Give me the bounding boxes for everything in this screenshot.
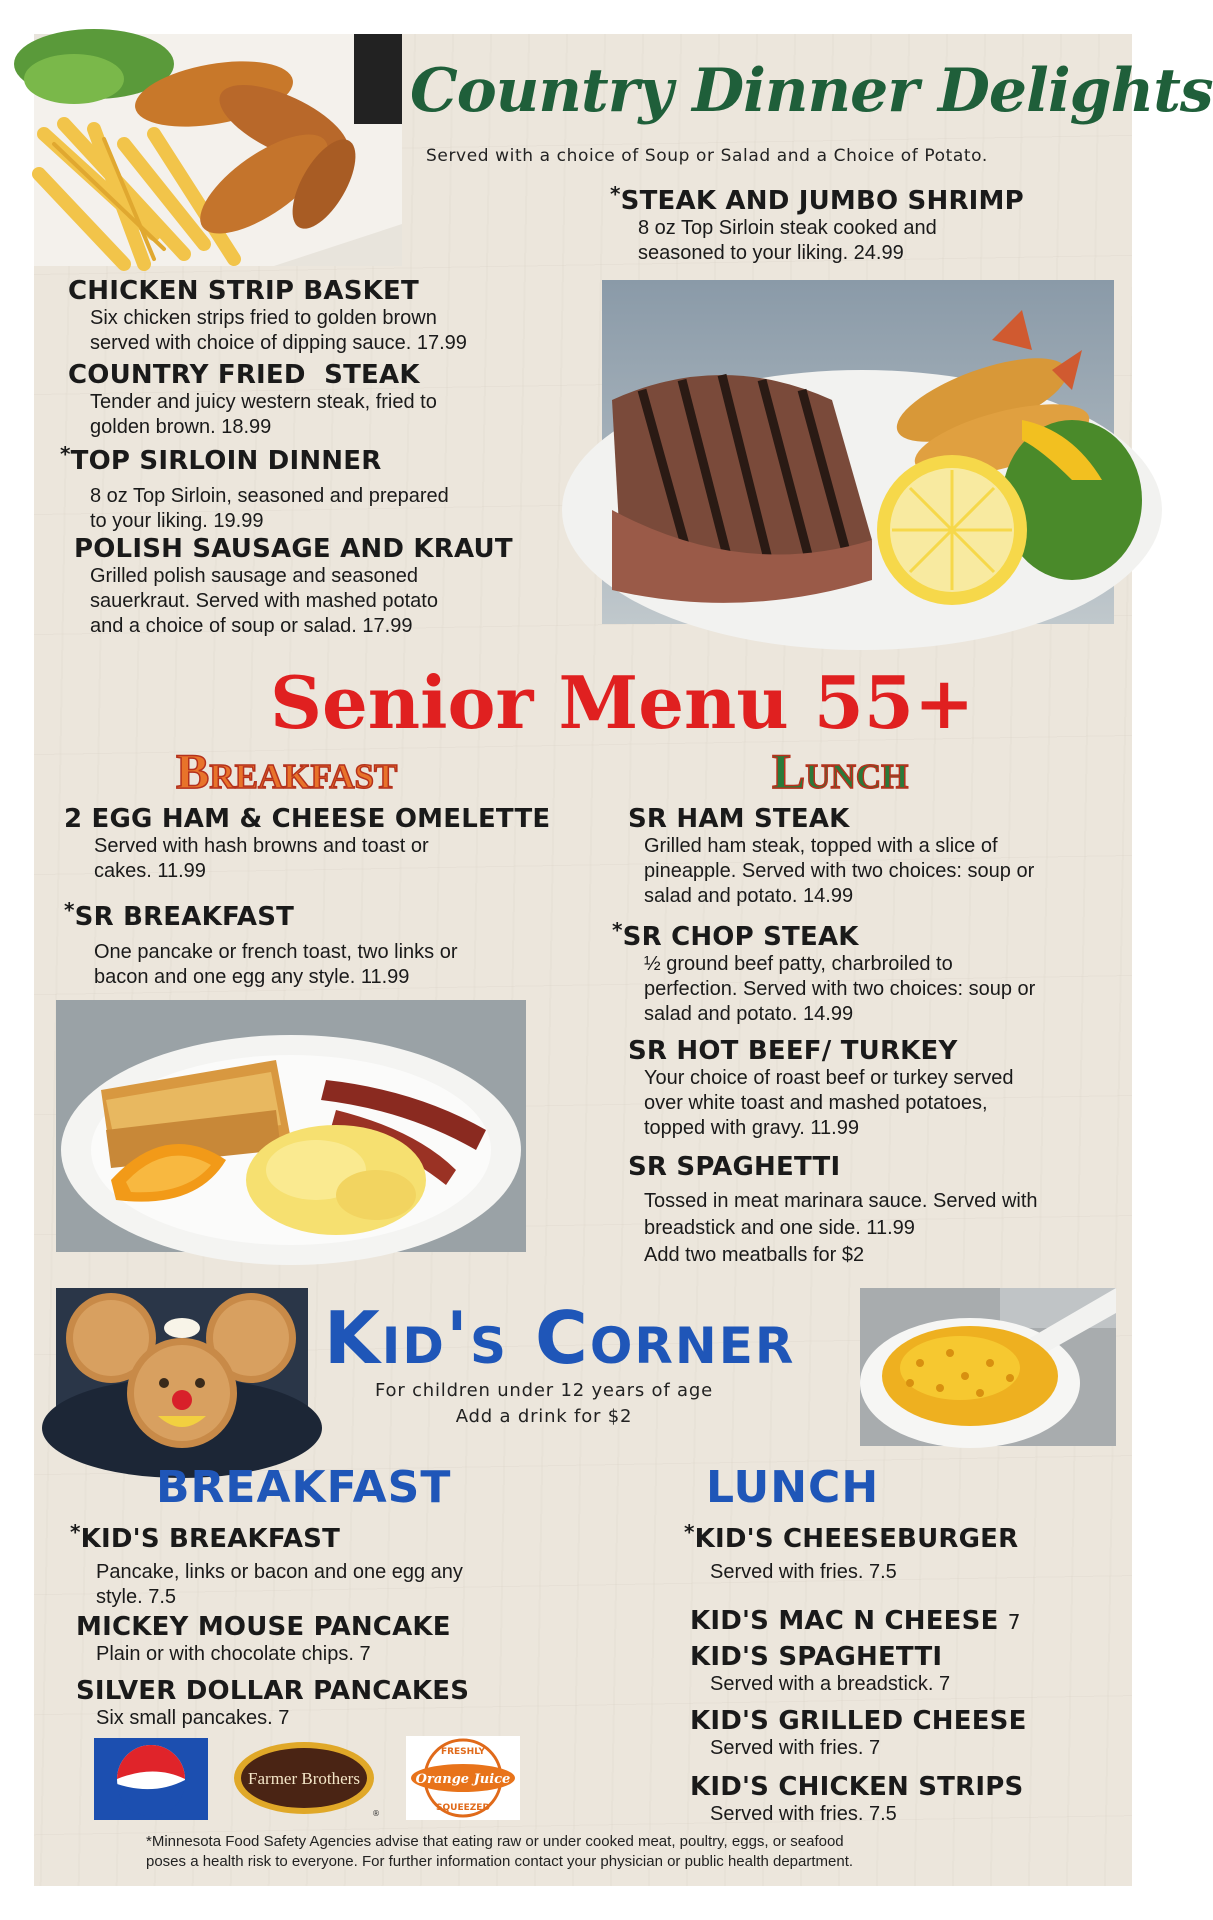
menu-item xyxy=(684,1520,1124,1585)
item-desc: ½ ground beef patty, charbroiled to perfection. Served with two choices: soup or salad and potato. 14.99 xyxy=(644,953,1036,1025)
chicken-strips-photo xyxy=(34,34,402,266)
dinner-title: Country Dinner Delights xyxy=(410,56,1213,126)
item-title: *KID'S BREAKFAST xyxy=(70,1520,341,1554)
senior-breakfast-heading: Breakfast xyxy=(176,743,398,799)
item-desc: 8 oz Top Sirloin, seasoned and prepared to your liking. 19.99 xyxy=(90,485,449,532)
kids-note-age: For children under 12 years of age xyxy=(375,1380,713,1401)
item-desc: 8 oz Top Sirloin steak cooked and seasoned to your liking. 24.99 xyxy=(638,217,937,264)
item-title: SR HAM STEAK xyxy=(628,804,850,834)
item-title: SILVER DOLLAR PANCAKES xyxy=(76,1676,470,1706)
senior-menu-title: Senior Menu 55+ xyxy=(270,660,975,745)
item-title: *SR BREAKFAST xyxy=(64,898,295,932)
menu-item xyxy=(68,360,588,440)
farmer-brothers-logo xyxy=(230,1740,380,1818)
food-safety-disclaimer: *Minnesota Food Safety Agencies advise that eating raw or under cooked meat, poultry, eggs, or seafood poses a health risk to everyone. For further information contact your physician or public health department. xyxy=(146,1833,854,1870)
item-title: POLISH SAUSAGE AND KRAUT xyxy=(74,534,513,564)
item-title: MICKEY MOUSE PANCAKE xyxy=(76,1612,451,1642)
menu-item xyxy=(68,276,588,356)
item-desc: Served with hash browns and toast or cakes. 11.99 xyxy=(94,835,429,882)
item-desc: Grilled ham steak, topped with a slice of pineapple. Served with two choices: soup or salad and potato. 14.99 xyxy=(644,835,1035,907)
item-desc: Six chicken strips fried to golden brown served with choice of dipping sauce. 17.99 xyxy=(90,307,467,354)
item-desc: Grilled polish sausage and seasoned sauerkraut. Served with mashed potato and a choice of soup or salad. 17.99 xyxy=(90,565,438,637)
item-title: *STEAK AND JUMBO SHRIMP xyxy=(610,182,1024,216)
farmer-brothers-text: Farmer Brothers xyxy=(248,1769,360,1788)
mickey-pancake-photo xyxy=(56,1288,308,1448)
menu-item xyxy=(610,182,1110,266)
item-desc: One pancake or french toast, two links or bacon and one egg any style. 11.99 xyxy=(94,941,458,988)
svg-text:®: ® xyxy=(372,1809,380,1818)
kids-breakfast-heading: BREAKFAST xyxy=(156,1462,452,1513)
menu-item xyxy=(690,1772,1130,1827)
item-title: *SR CHOP STEAK xyxy=(612,918,859,952)
mac-n-cheese-photo xyxy=(860,1288,1116,1446)
item-desc: Served with fries. 7.5 xyxy=(710,1561,897,1583)
item-title: KID'S SPAGHETTI xyxy=(690,1642,943,1672)
steak-shrimp-photo xyxy=(602,280,1114,624)
menu-item xyxy=(76,1612,596,1667)
kids-corner-title: Kid's Corner xyxy=(324,1296,796,1380)
item-desc: Pancake, links or bacon and one egg any style. 7.5 xyxy=(96,1561,463,1608)
dinner-subtitle: Served with a choice of Soup or Salad and a Choice of Potato. xyxy=(426,146,988,166)
item-desc: Served with fries. 7 xyxy=(710,1737,881,1759)
item-desc: Six small pancakes. 7 xyxy=(96,1707,290,1729)
menu-item xyxy=(64,804,584,884)
menu-page xyxy=(34,34,1213,1886)
item-title: SR HOT BEEF/ TURKEY xyxy=(628,1036,958,1066)
item-desc: Served with fries. 7.5 xyxy=(710,1803,897,1825)
menu-item xyxy=(612,918,1132,1027)
menu-item xyxy=(60,442,580,534)
item-title: KID'S MAC N CHEESE 7 xyxy=(690,1606,1021,1636)
menu-item xyxy=(64,898,584,990)
menu-item xyxy=(690,1606,1130,1636)
item-desc: Served with a breadstick. 7 xyxy=(710,1673,951,1695)
orange-juice-logo xyxy=(406,1736,520,1820)
item-title: COUNTRY FRIED STEAK xyxy=(68,360,420,390)
orange-juice-text: Orange Juice xyxy=(415,1772,511,1787)
menu-item xyxy=(628,1036,1138,1141)
item-desc: Your choice of roast beef or turkey served over white toast and mashed potatoes, topped with gravy. 11.99 xyxy=(644,1067,1014,1139)
menu-item xyxy=(74,534,594,639)
item-desc: Tender and juicy western steak, fried to golden brown. 18.99 xyxy=(90,391,437,438)
kids-lunch-heading: LUNCH xyxy=(706,1462,880,1513)
item-title: *TOP SIRLOIN DINNER xyxy=(60,442,382,476)
squeezed-text: SQUEEZED xyxy=(436,1803,490,1813)
menu-item xyxy=(690,1642,1130,1697)
item-title: SR SPAGHETTI xyxy=(628,1152,841,1182)
item-desc: Plain or with chocolate chips. 7 xyxy=(96,1643,371,1665)
item-title: CHICKEN STRIP BASKET xyxy=(68,276,419,306)
item-title: *KID'S CHEESEBURGER xyxy=(684,1520,1019,1554)
item-desc: Tossed in meat marinara sauce. Served with breadstick and one side. 11.99 Add two meatballs for $2 xyxy=(644,1190,1038,1266)
senior-lunch-heading: Lunch xyxy=(772,743,909,799)
menu-item xyxy=(628,1152,1138,1269)
menu-item xyxy=(690,1706,1130,1761)
french-toast-photo xyxy=(56,1000,526,1252)
item-title: KID'S GRILLED CHEESE xyxy=(690,1706,1027,1736)
menu-item xyxy=(628,804,1138,909)
item-title: KID'S CHICKEN STRIPS xyxy=(690,1772,1024,1802)
kids-note-drink: Add a drink for $2 xyxy=(455,1406,633,1427)
item-title: 2 EGG HAM & CHEESE OMELETTE xyxy=(64,804,551,834)
menu-item xyxy=(70,1520,590,1610)
freshly-text: FRESHLY xyxy=(440,1747,486,1757)
pepsi-logo xyxy=(94,1738,208,1820)
menu-item xyxy=(76,1676,596,1731)
